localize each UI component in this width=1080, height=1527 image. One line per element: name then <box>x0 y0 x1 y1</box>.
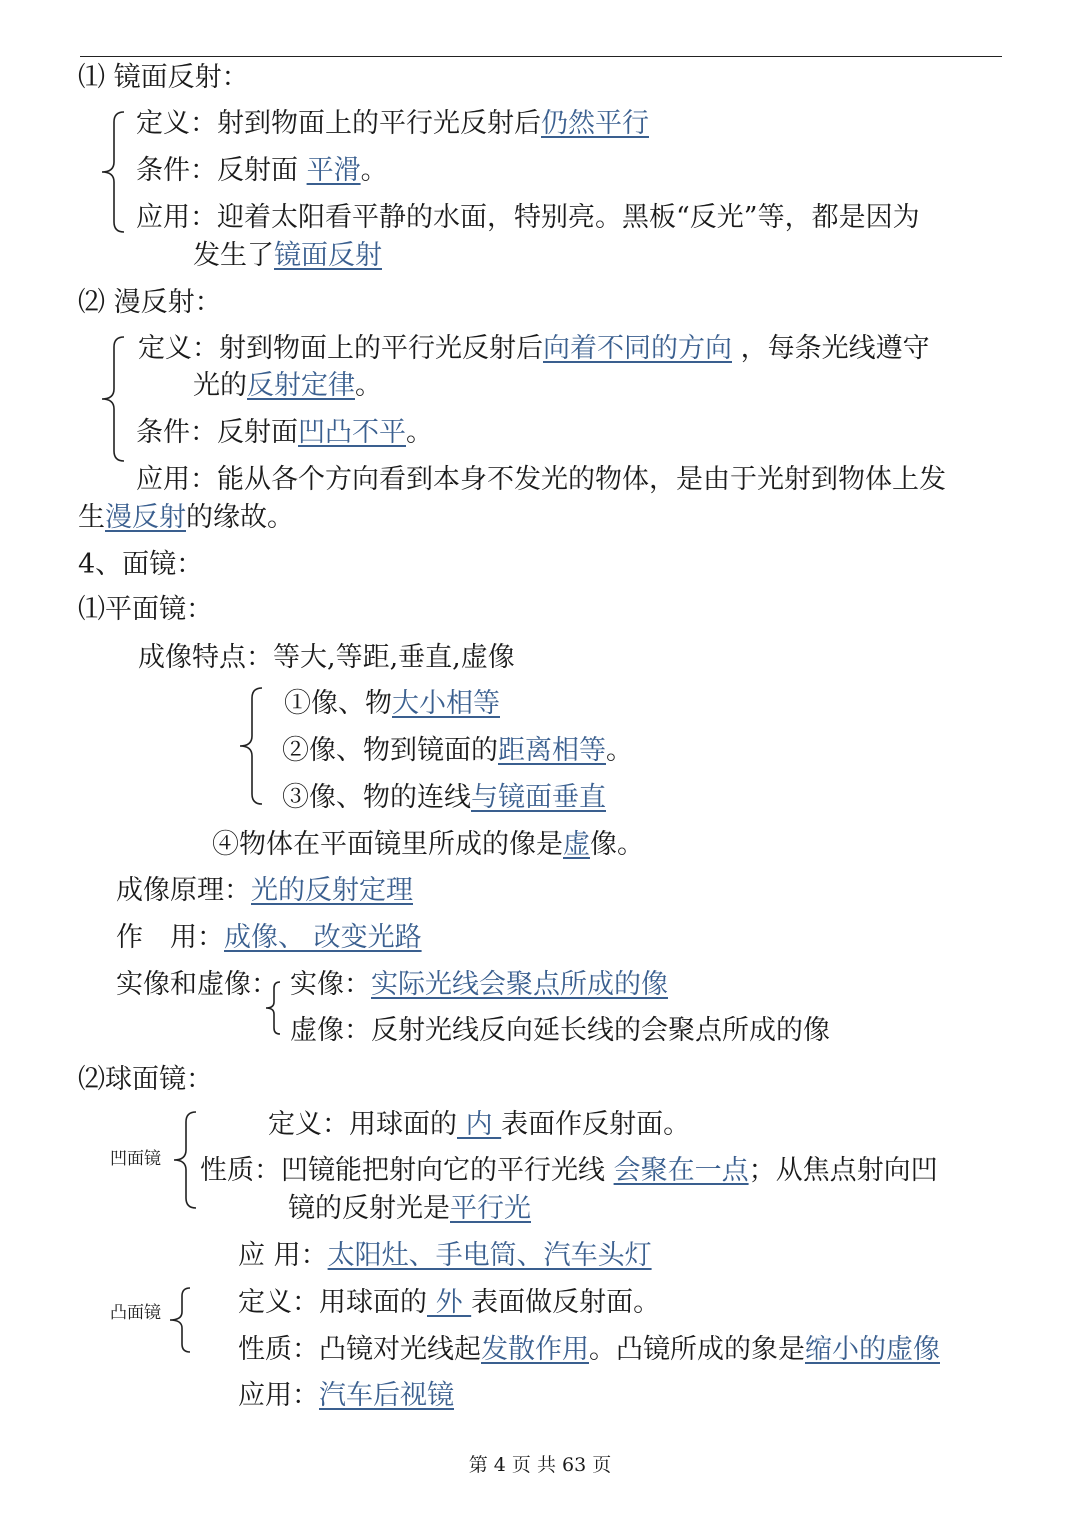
plane-feature-4-text: ④物体在平面镜里所成的像是 <box>212 829 563 860</box>
diffuse-condition-suffix: 。 <box>406 417 433 448</box>
mirror-application-line2-text: 发生了 <box>193 240 274 271</box>
plane-feature-2-answer: 距离相等 <box>498 735 606 766</box>
mirror-reflection-title: ⑴ 镜面反射： <box>78 62 249 93</box>
plane-feature-2 <box>282 733 633 769</box>
concave-definition-answer: 内 <box>457 1109 502 1140</box>
mirror-definition-text: 定义：射到物面上的平行光反射后 <box>136 108 541 139</box>
concave-definition <box>268 1107 690 1143</box>
concave-property-line2 <box>288 1191 531 1227</box>
plane-use-answer: 成像、 改变光路 <box>224 922 422 953</box>
header-rule <box>80 56 1002 57</box>
mirror-application-line2 <box>193 238 382 274</box>
concave-property-answer2: 平行光 <box>450 1193 531 1224</box>
plane-feature-3-text: ③像、物的连线 <box>282 782 471 813</box>
plane-feature-2-text: ②像、物到镜面的 <box>282 735 498 766</box>
convex-definition-text: 定义：用球面的 <box>238 1287 427 1318</box>
plane-feature-1-text: ①像、物 <box>284 688 392 719</box>
page-footer: 第 4 页 共 63 页 <box>468 1454 612 1476</box>
convex-property-text: 性质：凸镜对光线起 <box>238 1334 481 1365</box>
plane-feature-1 <box>284 686 500 722</box>
concave-mirror-label: 凹面镜 <box>110 1149 161 1169</box>
plane-feature-4-suffix: 像。 <box>590 829 644 860</box>
concave-definition-suffix: 表面作反射面。 <box>501 1109 691 1140</box>
diffuse-condition-answer: 凹凸不平 <box>298 417 406 448</box>
spherical-mirror-title: ⑵球面镜： <box>78 1064 213 1095</box>
mirror-definition-answer: 仍然平行 <box>541 108 649 139</box>
convex-mirror-label: 凸面镜 <box>110 1303 161 1323</box>
diffuse-application-line1: 应用：能从各个方向看到本身不发光的物体，是由于光射到物体上发 <box>136 464 946 495</box>
convex-property-mid: 。凸镜所成的象是 <box>589 1334 805 1365</box>
convex-property-answer: 发散作用 <box>481 1334 589 1365</box>
plane-use <box>116 920 422 956</box>
plane-principle-answer: 光的反射定理 <box>251 875 413 906</box>
mirror-application-answer: 镜面反射 <box>274 240 382 271</box>
section4-title: 4、面镜： <box>78 549 204 580</box>
convex-application-label: 应用： <box>238 1380 319 1411</box>
mirror-brace <box>98 110 128 234</box>
real-image-answer: 实际光线会聚点所成的像 <box>371 969 668 1000</box>
mirror-condition-suffix: 。 <box>360 155 388 186</box>
plane-mirror-features: 成像特点：等大,等距,垂直,虚像 <box>138 642 515 673</box>
concave-definition-text: 定义：用球面的 <box>268 1109 457 1140</box>
concave-application-label: 应 用： <box>238 1240 328 1271</box>
convex-definition <box>238 1285 660 1321</box>
convex-brace <box>166 1286 196 1358</box>
concave-property-line1 <box>200 1153 938 1189</box>
plane-use-label: 作 用： <box>116 922 224 953</box>
plane-feature-3 <box>282 780 606 816</box>
concave-property-answer: 会聚在一点 <box>613 1155 749 1186</box>
concave-application-answer: 太阳灶、手电筒、汽车头灯 <box>327 1240 652 1271</box>
mirror-application-line1: 应用：迎着太阳看平静的水面，特别亮。黑板“反光”等，都是因为 <box>136 202 920 233</box>
diffuse-brace <box>98 335 128 463</box>
plane-feature-3-answer: 与镜面垂直 <box>471 782 606 813</box>
diffuse-application-answer: 漫反射 <box>105 502 186 533</box>
plane-feature-4 <box>212 827 644 863</box>
diffuse-definition-line2-suffix: 。 <box>355 370 382 401</box>
plane-feature-2-suffix: 。 <box>606 735 633 766</box>
concave-property-suffix: ；从焦点射向凹 <box>748 1155 938 1186</box>
diffuse-definition-suffix: ，每条光线遵守 <box>732 333 930 364</box>
convex-definition-suffix: 表面做反射面。 <box>471 1287 661 1318</box>
convex-property-answer2: 缩小的虚像 <box>805 1334 940 1365</box>
diffuse-definition-line2-text: 光的 <box>193 370 247 401</box>
mirror-condition-text: 条件：反射面 <box>136 155 307 186</box>
diffuse-application-line2-text: 生 <box>78 502 105 533</box>
diffuse-definition-line2 <box>193 368 382 404</box>
plane-principle-label: 成像原理： <box>116 875 251 906</box>
real-image-label: 实像： <box>290 969 371 1000</box>
mirror-condition <box>136 153 388 189</box>
convex-application <box>238 1378 454 1414</box>
diffuse-definition-answer: 向着不同的方向 <box>543 333 732 364</box>
concave-property-line2-text: 镜的反射光是 <box>288 1193 450 1224</box>
convex-definition-answer: 外 <box>427 1287 472 1318</box>
concave-brace <box>170 1110 200 1210</box>
plane-features-brace <box>236 686 266 806</box>
plane-feature-4-answer: 虚 <box>563 829 590 860</box>
diffuse-definition-answer2: 反射定律 <box>247 370 355 401</box>
real-virtual-brace <box>262 980 284 1040</box>
diffuse-application-line2-suffix: 的缘故。 <box>186 502 294 533</box>
diffuse-condition <box>136 415 433 451</box>
plane-feature-1-answer: 大小相等 <box>392 688 500 719</box>
mirror-definition <box>136 106 649 142</box>
convex-property <box>238 1332 940 1368</box>
concave-property-text: 性质：凹镜能把射向它的平行光线 <box>200 1155 614 1186</box>
real-image-definition <box>290 967 668 1003</box>
real-virtual-label: 实像和虚像： <box>116 969 278 1000</box>
virtual-image-definition: 虚像：反射光线反向延长线的会聚点所成的像 <box>290 1015 830 1046</box>
diffuse-definition-text: 定义：射到物面上的平行光反射后 <box>138 333 543 364</box>
plane-principle <box>116 873 413 909</box>
diffuse-condition-text: 条件：反射面 <box>136 417 298 448</box>
plane-mirror-title: ⑴平面镜： <box>78 594 213 625</box>
diffuse-reflection-title: ⑵ 漫反射： <box>78 287 222 318</box>
diffuse-application-line2 <box>78 500 294 536</box>
concave-application <box>238 1238 652 1274</box>
mirror-condition-answer: 平滑 <box>306 155 361 186</box>
diffuse-definition-line1 <box>138 331 930 367</box>
convex-application-answer: 汽车后视镜 <box>319 1380 454 1411</box>
